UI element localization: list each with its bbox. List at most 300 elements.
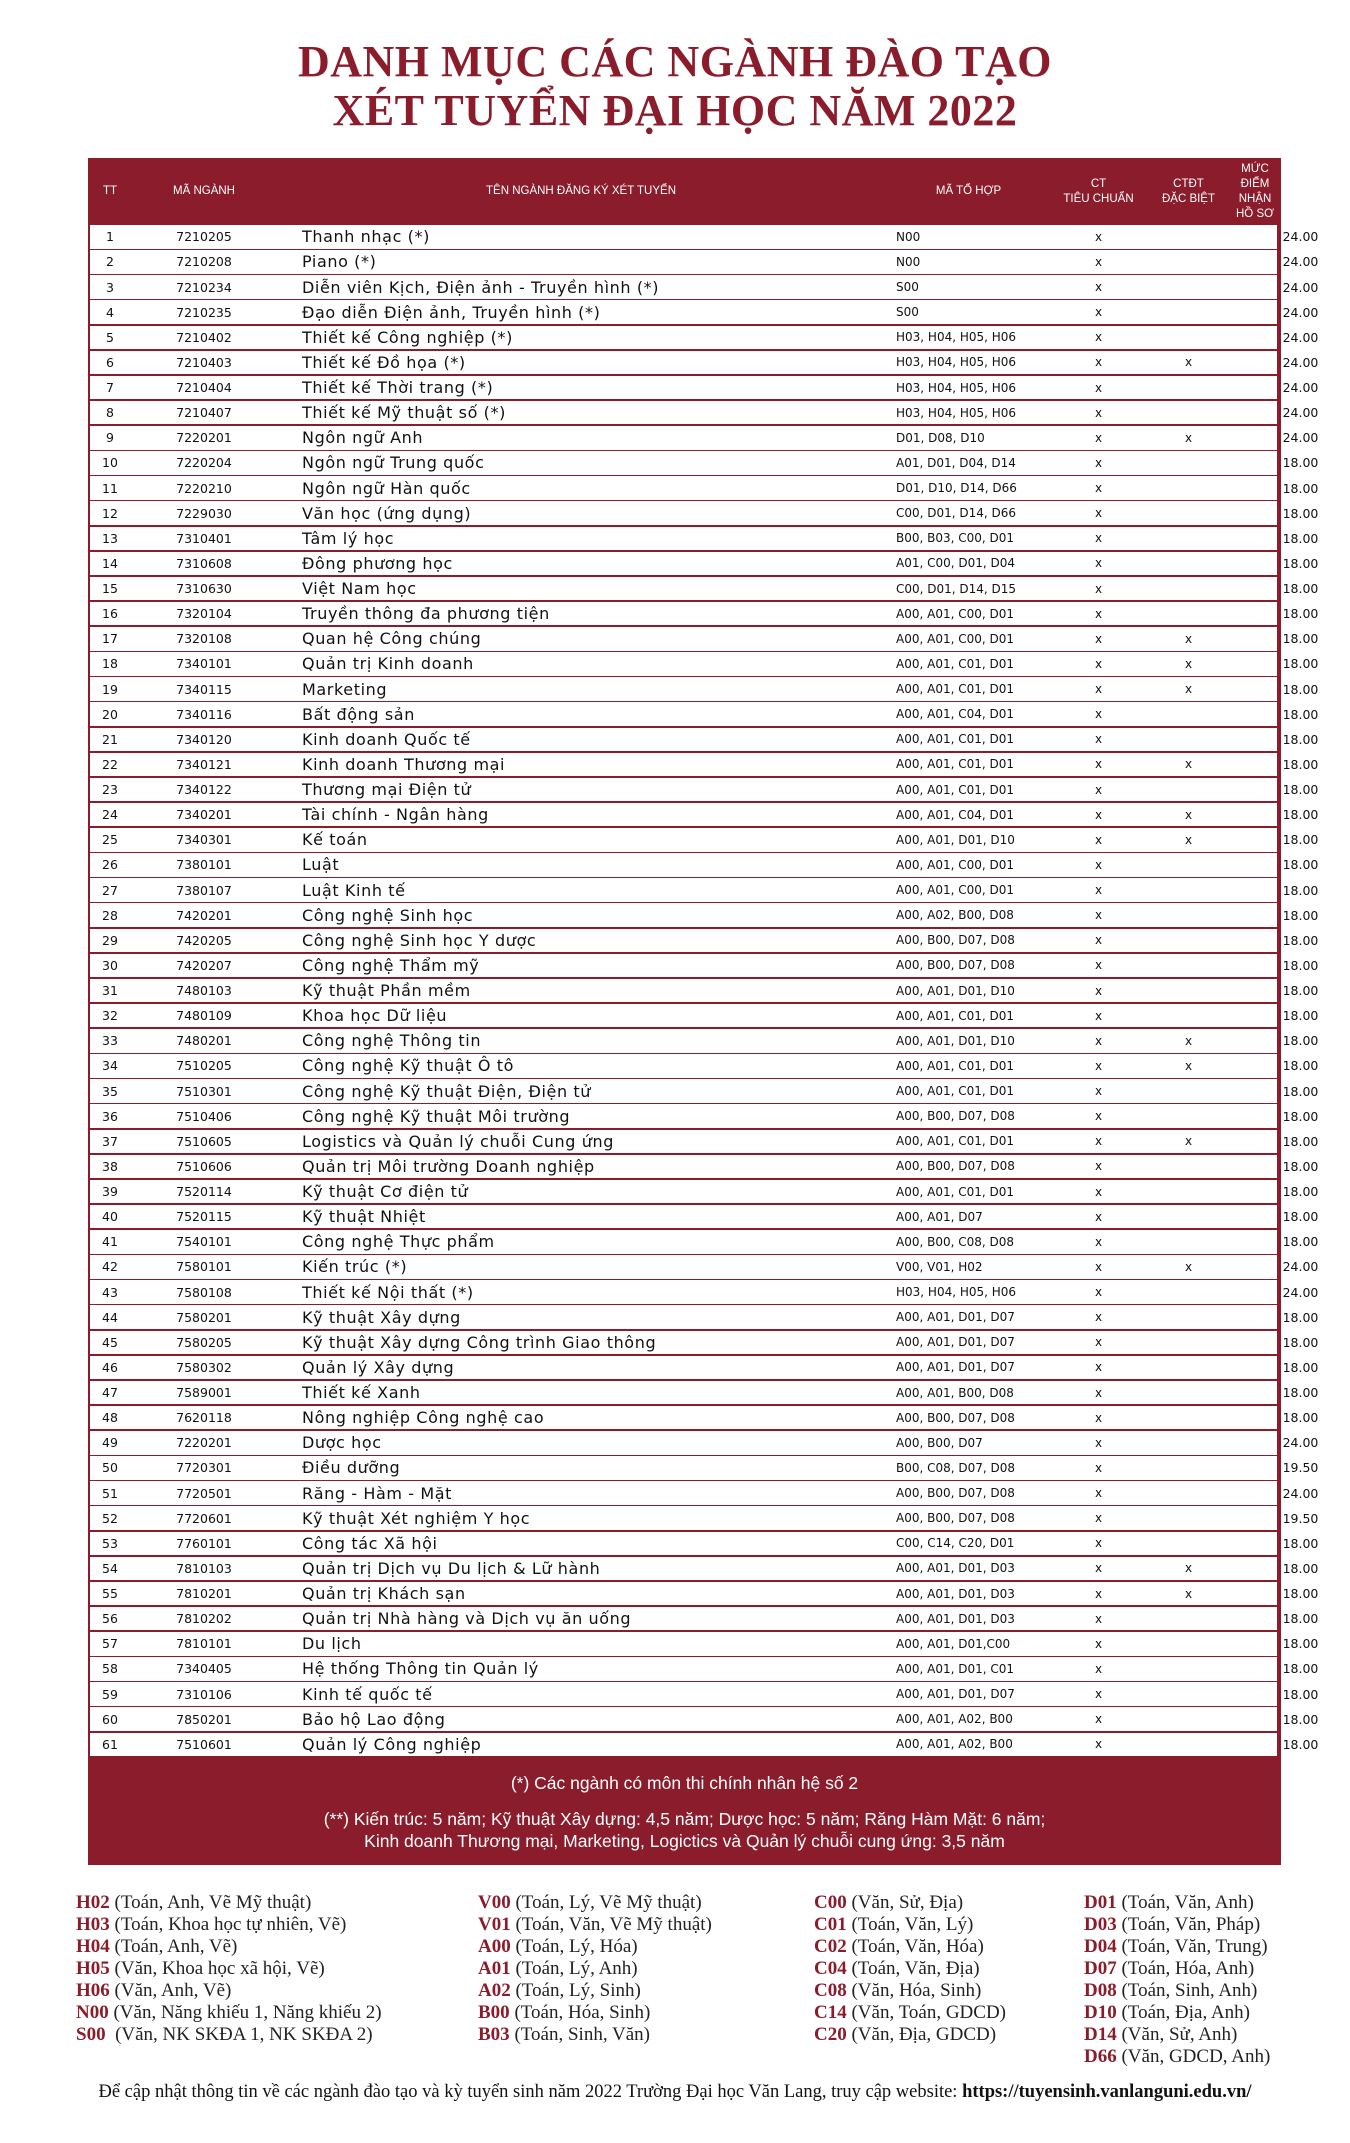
row-combination: A00, A01, D01, C01 — [896, 1661, 1015, 1676]
table-row — [90, 476, 1319, 500]
row-standard-mark: x — [1094, 305, 1103, 320]
table-row — [90, 275, 1319, 299]
row-tt: 37 — [102, 1133, 118, 1149]
table-row — [90, 1582, 1319, 1606]
row-score: 18.00 — [1282, 1661, 1319, 1677]
row-code: 7340405 — [176, 1661, 232, 1677]
row-score: 18.00 — [1282, 1058, 1319, 1074]
row-special-mark — [1146, 501, 1231, 525]
row-tt: 9 — [106, 430, 114, 446]
table-row — [90, 979, 1319, 1003]
header-special-program — [1146, 160, 1231, 223]
row-tt: 60 — [102, 1711, 118, 1727]
row-tt: 49 — [102, 1435, 118, 1451]
row-score: 18.00 — [1282, 681, 1319, 697]
row-major-name: Kỹ thuật Xây dựng — [302, 1307, 461, 1327]
table-row — [90, 1155, 1319, 1179]
row-combination: V00, V01, H02 — [896, 1259, 983, 1274]
legend-code: S00 — [76, 2024, 106, 2045]
row-code: 7810202 — [176, 1611, 232, 1627]
row-code: 7720501 — [176, 1485, 232, 1501]
row-standard-mark: x — [1094, 656, 1103, 671]
row-combination: H03, H04, H05, H06 — [896, 1285, 1017, 1299]
row-combination: A00, A01, D01, D07 — [896, 1310, 1015, 1325]
row-special-mark — [1146, 1280, 1231, 1304]
row-special-mark — [1146, 1356, 1231, 1380]
row-code: 7850201 — [176, 1711, 232, 1727]
legend-item — [478, 1892, 712, 1914]
table-row — [90, 1280, 1319, 1304]
row-code: 7580101 — [176, 1259, 232, 1275]
table-row — [90, 853, 1319, 877]
row-standard-mark: x — [1094, 1259, 1103, 1274]
row-score: 18.00 — [1282, 1033, 1319, 1049]
legend-description: (Toán, Sinh, Anh) — [1116, 1980, 1258, 2001]
table-row — [90, 300, 1319, 324]
row-major-name: Quản trị Kinh doanh — [302, 654, 474, 674]
table-row — [90, 552, 1319, 576]
row-score: 18.00 — [1282, 1611, 1319, 1627]
legend-description: (Toán, Văn, Địa) — [846, 1958, 980, 1979]
table-row — [90, 677, 1319, 701]
row-standard-mark: x — [1094, 506, 1103, 521]
row-standard-mark: x — [1094, 1084, 1103, 1098]
row-tt: 27 — [102, 882, 118, 898]
row-major-name: Thiết kế Nội thất (*) — [302, 1282, 474, 1302]
row-code: 7420201 — [176, 907, 232, 923]
table-row — [90, 627, 1319, 651]
header-name: TÊN NGÀNH ĐĂNG KÝ XÉT TUYỂN — [486, 185, 676, 197]
legend-description: (Toán, Lý, Hóa) — [510, 1936, 638, 1957]
row-tt: 29 — [102, 932, 118, 948]
row-combination: A00, A01, D01, D07 — [896, 1360, 1015, 1375]
row-code: 7340121 — [176, 756, 232, 772]
legend-item — [814, 1980, 1006, 2002]
row-special-mark: x — [1184, 430, 1193, 445]
legend-description: (Toán, Hóa, Anh) — [1116, 1958, 1255, 1979]
legend-code: D10 — [1084, 2002, 1117, 2023]
row-special-mark — [1146, 577, 1231, 601]
row-score: 18.00 — [1282, 731, 1319, 747]
row-major-name: Văn học (ứng dụng) — [302, 503, 472, 523]
row-special-mark: x — [1184, 1058, 1193, 1073]
legend-code: C02 — [814, 1936, 847, 1957]
legend-description: (Toán, Anh, Vẽ) — [109, 1936, 238, 1957]
row-standard-mark: x — [1094, 857, 1103, 872]
row-code: 7720601 — [176, 1510, 232, 1526]
row-major-name: Công nghệ Thông tin — [302, 1031, 482, 1051]
row-score: 18.00 — [1282, 1560, 1319, 1576]
row-special-mark — [1146, 1632, 1231, 1656]
row-major-name: Thiết kế Xanh — [302, 1383, 421, 1402]
row-tt: 1 — [106, 229, 114, 245]
row-standard-mark: x — [1094, 380, 1103, 395]
row-tt: 39 — [102, 1184, 118, 1199]
row-tt: 52 — [102, 1510, 118, 1526]
row-combination: H03, H04, H05, H06 — [896, 330, 1017, 345]
row-combination: A00, A01, C01, D01 — [896, 732, 1015, 747]
row-standard-mark: x — [1094, 1636, 1103, 1651]
legend-item — [478, 1958, 712, 1980]
row-major-name: Kiến trúc (*) — [302, 1257, 408, 1277]
row-standard-mark: x — [1094, 732, 1103, 747]
row-combination: A00, B00, D07, D08 — [896, 958, 1015, 973]
table-row — [90, 451, 1319, 475]
row-code: 7580108 — [176, 1284, 232, 1300]
row-special-mark — [1146, 1155, 1231, 1179]
row-special-mark: x — [1184, 1561, 1193, 1576]
header-score-line1: MỨC ĐIỂM — [1240, 162, 1270, 190]
row-major-name: Truyền thông đa phương tiện — [302, 604, 550, 624]
table-row — [90, 577, 1319, 601]
row-special-mark — [1146, 476, 1231, 500]
row-major-name: Nông nghiệp Công nghệ cao — [302, 1408, 545, 1428]
legend-item — [814, 1892, 1006, 1914]
table-row — [90, 753, 1319, 777]
row-major-name: Quản trị Khách sạn — [302, 1584, 466, 1603]
row-score: 18.00 — [1282, 1008, 1319, 1024]
row-score: 18.00 — [1282, 1158, 1319, 1174]
table-row — [90, 778, 1319, 802]
row-score: 18.00 — [1282, 1736, 1319, 1752]
row-tt: 19 — [102, 681, 118, 697]
row-code: 7510301 — [176, 1083, 232, 1099]
row-special-mark: x — [1184, 1259, 1193, 1274]
row-standard-mark: x — [1094, 1385, 1103, 1400]
row-special-mark — [1146, 1406, 1231, 1430]
row-tt: 31 — [102, 983, 118, 998]
row-tt: 40 — [102, 1209, 118, 1225]
row-combination: A00, B00, D07, D08 — [896, 1410, 1015, 1425]
legend-item — [76, 1958, 382, 1980]
legend-item — [478, 1980, 712, 2002]
legend-column-3 — [814, 1892, 1006, 2046]
row-combination: A00, B00, D07, D08 — [896, 1486, 1015, 1500]
row-score: 18.00 — [1282, 1209, 1319, 1225]
legend-item — [478, 1936, 712, 1958]
row-score: 18.00 — [1282, 907, 1319, 923]
row-special-mark — [1146, 878, 1231, 902]
row-major-name: Du lịch — [302, 1634, 362, 1654]
legend-description: (Toán, Văn, Hóa) — [846, 1936, 984, 1957]
row-score: 24.00 — [1282, 229, 1319, 245]
row-combination: B00, B03, C00, D01 — [896, 531, 1015, 546]
row-combination: N00 — [896, 229, 921, 244]
row-major-name: Thanh nhạc (*) — [302, 227, 430, 247]
row-tt: 24 — [102, 807, 118, 823]
row-major-name: Kinh tế quốc tế — [302, 1684, 433, 1704]
row-combination: C00, C14, C20, D01 — [896, 1536, 1015, 1551]
legend-item — [1084, 2002, 1270, 2024]
row-standard-mark: x — [1094, 330, 1103, 345]
row-special-mark — [1146, 1707, 1231, 1731]
row-score: 18.00 — [1282, 455, 1319, 471]
row-tt: 33 — [102, 1033, 118, 1049]
row-major-name: Ngôn ngữ Anh — [302, 428, 424, 448]
row-code: 7310630 — [176, 581, 232, 596]
page-title-line2: XÉT TUYỂN ĐẠI HỌC NĂM 2022 — [332, 86, 1018, 135]
row-score: 18.00 — [1282, 1133, 1319, 1149]
row-major-name: Thương mại Điện tử — [302, 780, 472, 799]
row-standard-mark: x — [1094, 883, 1103, 897]
row-special-mark — [1146, 552, 1231, 576]
row-major-name: Kỹ thuật Xét nghiệm Y học — [302, 1508, 531, 1528]
row-tt: 56 — [102, 1611, 118, 1627]
row-tt: 21 — [102, 731, 118, 747]
row-code: 7220204 — [176, 455, 232, 471]
row-code: 7210407 — [176, 405, 232, 421]
table-row — [90, 1532, 1319, 1556]
header-code: MÃ NGÀNH — [173, 185, 235, 197]
row-tt: 26 — [102, 857, 118, 873]
row-standard-mark: x — [1094, 481, 1103, 495]
row-major-name: Công nghệ Kỹ thuật Ô tô — [302, 1056, 515, 1076]
row-combination: C00, D01, D14, D15 — [896, 581, 1017, 596]
row-special-mark — [1146, 275, 1231, 299]
row-major-name: Quản trị Môi trường Doanh nghiệp — [302, 1156, 595, 1176]
legend-code: V01 — [478, 1914, 511, 1935]
row-tt: 14 — [102, 555, 118, 571]
row-major-name: Kế toán — [302, 830, 368, 850]
row-major-name: Marketing — [302, 679, 388, 699]
row-major-name: Kinh doanh Quốc tế — [302, 729, 471, 749]
row-standard-mark: x — [1094, 1285, 1103, 1299]
legend-description: (Văn, Hóa, Sinh) — [846, 1980, 982, 2001]
row-major-name: Quan hệ Công chúng — [302, 629, 482, 649]
row-code: 7510205 — [176, 1058, 232, 1074]
legend-description: (Toán, Sinh, Văn) — [509, 2024, 650, 2045]
row-standard-mark: x — [1094, 1712, 1103, 1727]
legend-description: (Toán, Hóa, Sinh) — [509, 2002, 651, 2023]
table-row — [90, 1180, 1319, 1204]
row-special-mark — [1146, 1305, 1231, 1329]
row-code: 7589001 — [176, 1385, 232, 1400]
row-code: 7760101 — [176, 1535, 232, 1551]
row-code: 7210402 — [176, 329, 232, 345]
table-row — [90, 1506, 1319, 1530]
row-combination: A00, A01, C00, D01 — [896, 883, 1015, 897]
row-score: 19.50 — [1282, 1510, 1319, 1526]
table-row — [90, 501, 1319, 525]
row-code: 7220201 — [176, 430, 232, 446]
footer-text: Để cập nhật thông tin về các ngành đào tạo và kỳ tuyển sinh năm 2022 Trường Đại học Văn Lang, truy cập website: — [98, 2082, 963, 2102]
row-standard-mark: x — [1094, 430, 1103, 445]
legend-code: A00 — [478, 1936, 511, 1957]
row-score: 18.00 — [1282, 807, 1319, 823]
legend-code: C01 — [814, 1914, 847, 1935]
legend-item — [76, 1936, 382, 1958]
row-combination: A01, C00, D01, D04 — [896, 556, 1016, 571]
row-standard-mark: x — [1094, 1335, 1103, 1350]
row-combination: A00, A01, C04, D01 — [896, 807, 1015, 822]
row-tt: 55 — [102, 1586, 118, 1601]
row-special-mark — [1146, 451, 1231, 475]
row-combination: H03, H04, H05, H06 — [896, 380, 1017, 395]
row-special-mark — [1146, 853, 1231, 877]
row-major-name: Ngôn ngữ Hàn quốc — [302, 478, 471, 498]
legend-code: A02 — [478, 1980, 511, 2001]
row-major-name: Công nghệ Sinh học Y dược — [302, 930, 537, 950]
row-major-name: Quản lý Công nghiệp — [302, 1734, 482, 1754]
row-combination: A00, A01, C01, D01 — [896, 656, 1015, 671]
table-row — [90, 1331, 1319, 1355]
row-standard-mark: x — [1094, 1033, 1103, 1048]
row-score: 24.00 — [1282, 380, 1319, 395]
row-code: 7340116 — [176, 706, 232, 722]
legend-code: D08 — [1084, 1980, 1117, 2001]
row-code: 7580302 — [176, 1359, 232, 1375]
row-combination: A00, B00, C08, D08 — [896, 1234, 1015, 1249]
legend-code: B00 — [478, 2002, 510, 2023]
row-tt: 50 — [102, 1460, 118, 1476]
row-score: 18.00 — [1282, 1535, 1319, 1551]
row-special-mark: x — [1184, 656, 1193, 671]
row-code: 7340301 — [176, 832, 232, 848]
row-major-name: Công nghệ Sinh học — [302, 905, 474, 925]
row-major-name: Đạo diễn Điện ảnh, Truyền hình (*) — [302, 302, 601, 322]
row-code: 7380107 — [176, 882, 232, 898]
row-score: 18.00 — [1282, 782, 1319, 797]
row-combination: A00, A01, C01, D01 — [896, 757, 1015, 772]
row-code: 7510605 — [176, 1133, 232, 1149]
row-code: 7510606 — [176, 1158, 232, 1174]
row-special-mark — [1146, 929, 1231, 953]
row-standard-mark: x — [1094, 1234, 1103, 1249]
row-combination: A00, B00, D07, D08 — [896, 1159, 1015, 1174]
header-special-program-line1: CTĐT — [1173, 177, 1204, 190]
row-tt: 8 — [106, 405, 114, 421]
row-tt: 2 — [106, 254, 114, 270]
row-score: 18.00 — [1282, 555, 1319, 571]
legend-item — [478, 2002, 712, 2024]
row-score: 24.00 — [1282, 329, 1319, 345]
table-row — [90, 1079, 1319, 1103]
row-major-name: Thiết kế Đồ họa (*) — [302, 352, 466, 372]
row-special-mark: x — [1184, 757, 1193, 772]
row-major-name: Răng - Hàm - Mặt — [302, 1483, 453, 1503]
legend-item — [76, 2024, 382, 2046]
row-special-mark — [1146, 376, 1231, 400]
row-combination: A00, A01, D01, D10 — [896, 983, 1015, 998]
row-code: 7210404 — [176, 380, 232, 395]
row-tt: 28 — [102, 907, 118, 923]
row-score: 18.00 — [1282, 1359, 1319, 1375]
row-tt: 53 — [102, 1535, 118, 1551]
row-special-mark — [1146, 1607, 1231, 1631]
row-standard-mark: x — [1094, 1486, 1103, 1500]
legend-item — [1084, 1936, 1270, 1958]
row-code: 7310401 — [176, 530, 232, 546]
table-row — [90, 1733, 1319, 1757]
row-special-mark — [1146, 954, 1231, 978]
table-row — [90, 929, 1319, 953]
row-special-mark — [1146, 1532, 1231, 1556]
row-standard-mark: x — [1094, 1058, 1103, 1073]
row-special-mark: x — [1184, 1033, 1193, 1048]
table-row — [90, 1657, 1319, 1681]
row-tt: 22 — [102, 756, 118, 772]
row-tt: 34 — [102, 1058, 118, 1074]
footer-website-link[interactable]: https://tuyensinh.vanlanguni.edu.vn/ — [962, 2082, 1252, 2102]
row-code: 7220201 — [176, 1435, 232, 1451]
row-score: 18.00 — [1282, 1083, 1319, 1099]
row-standard-mark: x — [1094, 1410, 1103, 1425]
row-standard-mark: x — [1094, 1360, 1103, 1375]
row-tt: 5 — [106, 329, 114, 345]
row-code: 7340101 — [176, 656, 232, 672]
row-major-name: Kỹ thuật Phần mềm — [302, 981, 471, 1000]
row-combination: A00, B00, D07, D08 — [896, 1109, 1015, 1124]
legend-description: (Toán, Văn, Lý) — [846, 1914, 974, 1935]
row-combination: H03, H04, H05, H06 — [896, 405, 1017, 420]
row-combination: A00, A01, D01, D10 — [896, 832, 1015, 847]
row-score: 18.00 — [1282, 1385, 1319, 1400]
row-special-mark — [1146, 250, 1231, 274]
row-standard-mark: x — [1094, 757, 1103, 772]
row-code: 7510601 — [176, 1736, 232, 1752]
legend-description: (Toán, Lý, Sinh) — [510, 1980, 641, 2001]
row-code: 7220210 — [176, 480, 232, 496]
row-code: 7340122 — [176, 782, 232, 797]
row-combination: A00, A01, C04, D01 — [896, 707, 1015, 722]
header-score-line2: NHẬN HỒ SƠ — [1236, 192, 1274, 220]
row-special-mark: x — [1184, 631, 1193, 646]
row-major-name: Luật — [302, 855, 340, 875]
row-combination: A00, A01, C01, D01 — [896, 782, 1015, 797]
row-code: 7720301 — [176, 1460, 232, 1476]
legend-item — [1084, 2046, 1270, 2068]
legend-item — [478, 1914, 712, 1936]
row-combination: C00, D01, D14, D66 — [896, 506, 1017, 521]
row-score: 18.00 — [1282, 1184, 1319, 1199]
row-standard-mark: x — [1094, 405, 1103, 420]
row-major-name: Kỹ thuật Nhiệt — [302, 1207, 426, 1227]
row-combination: A00, A01, D01,C00 — [896, 1636, 1011, 1651]
row-score: 18.00 — [1282, 882, 1319, 898]
row-special-mark — [1146, 1079, 1231, 1103]
row-combination: B00, C08, D07, D08 — [896, 1460, 1016, 1475]
row-score: 18.00 — [1282, 1410, 1319, 1426]
legend-item — [814, 2024, 1006, 2046]
row-score: 18.00 — [1282, 656, 1319, 672]
table-row — [90, 376, 1319, 400]
row-code: 7580201 — [176, 1309, 232, 1325]
table-row — [90, 250, 1319, 274]
row-major-name: Thiết kế Mỹ thuật số (*) — [302, 403, 506, 423]
row-code: 7310106 — [176, 1686, 232, 1702]
row-special-mark — [1146, 1004, 1231, 1028]
table-row — [90, 1381, 1319, 1405]
row-score: 18.00 — [1282, 932, 1319, 948]
row-code: 7210403 — [176, 354, 232, 370]
row-code: 7210235 — [176, 304, 232, 320]
row-score: 18.00 — [1282, 480, 1319, 496]
table-row — [90, 954, 1319, 978]
row-tt: 47 — [102, 1385, 118, 1400]
row-code: 7420207 — [176, 957, 232, 973]
row-special-mark — [1146, 1381, 1231, 1405]
row-special-mark — [1146, 300, 1231, 324]
row-special-mark: x — [1184, 832, 1193, 847]
row-standard-mark: x — [1094, 1310, 1103, 1325]
row-special-mark — [1146, 602, 1231, 626]
row-tt: 30 — [102, 957, 118, 973]
row-tt: 61 — [102, 1736, 118, 1752]
legend-code: H05 — [76, 1958, 110, 1979]
row-score: 18.00 — [1282, 957, 1319, 973]
row-special-mark — [1146, 1657, 1231, 1681]
row-code: 7580205 — [176, 1334, 232, 1350]
